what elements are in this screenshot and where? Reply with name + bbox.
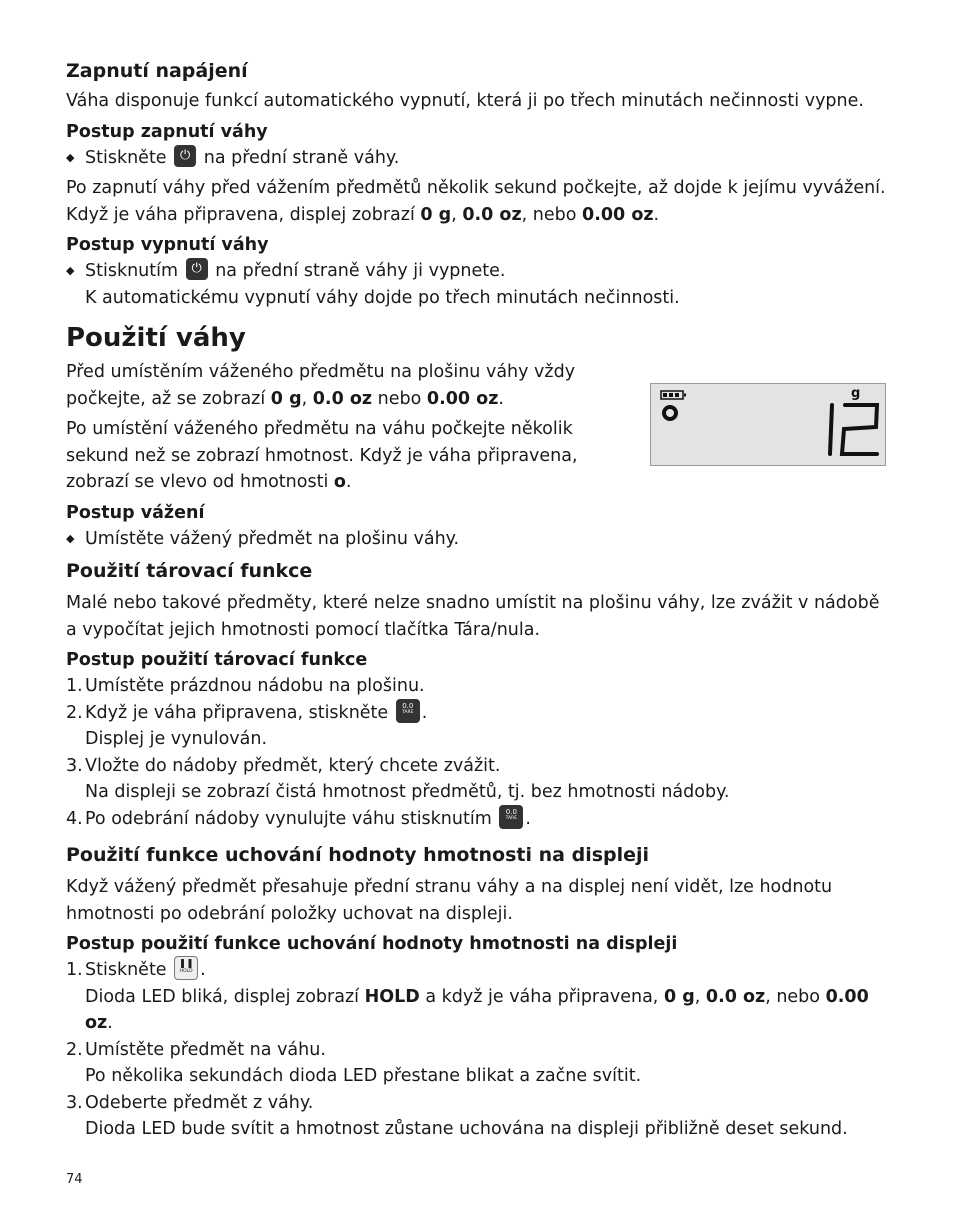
power-off-step-post: na přední straně váhy ji vypnete.	[215, 261, 506, 281]
sep: .	[345, 472, 352, 492]
step-number: 4.	[66, 808, 83, 829]
page-number: 74	[66, 1172, 83, 1187]
weigh-step: ◆ Umístěte vážený předmět na plošinu váhy.	[66, 526, 896, 553]
value-000oz: 0.00 oz	[582, 204, 654, 225]
power-off-step	[66, 258, 896, 285]
power-on-after-2-pre: Když je váha připravena, displej zobrazí	[66, 204, 415, 225]
sep: .	[525, 808, 531, 829]
step-number: 3.	[66, 1092, 83, 1113]
tare-proc-heading: Postup použití tárovací funkce	[66, 650, 368, 670]
sep: , nebo	[521, 204, 577, 225]
step-text: Po odebrání nádoby vynulujte váhu stisknutím	[85, 808, 492, 829]
step-text: Když je váha připravena, stiskněte	[85, 702, 389, 723]
value-0g: 0 g	[663, 986, 695, 1007]
sep: ,	[451, 204, 457, 225]
weigh-heading: Postup vážení	[66, 502, 205, 523]
power-button-icon: ⏻	[174, 145, 196, 167]
power-on-after-2	[66, 202, 896, 229]
tare-step-1	[66, 673, 896, 700]
tare-intro-2: a vypočítat jejich hmotnosti pomocí tlačítka Tára/nula.	[66, 619, 541, 640]
hold-step-2	[66, 1037, 896, 1064]
power-on-step	[66, 145, 896, 172]
use-p2-line3	[66, 469, 896, 496]
hold-step-3-note: Dioda LED bude svítit a hmotnost zůstane uchována na displeji přibližně deset sekund.	[85, 1119, 848, 1139]
step-number: 2.	[66, 702, 83, 723]
tare-step-3-note: Na displeji se zobrazí čistá hmotnost předmětů, tj. bez hmotnosti nádoby.	[85, 782, 730, 802]
tare-step-2-note: Displej je vynulován.	[85, 729, 268, 749]
value-00oz: 0.0 oz	[312, 388, 373, 409]
value-00oz: 0.0 oz	[462, 204, 522, 225]
tare-button-value: 0.0	[505, 807, 517, 816]
step-text: Odeberte předmět z váhy.	[85, 1092, 314, 1113]
tare-button-label: TARE	[505, 815, 518, 821]
section-heading-tare: Použití tárovací funkce	[66, 560, 313, 582]
power-button-icon: ⏻	[186, 258, 208, 280]
section-heading-hold: Použití funkce uchování hodnoty hmotnosti na displeji	[66, 844, 650, 866]
tare-step-2	[66, 700, 896, 727]
use-p1-line2-pre: počkejte, až se zobrazí	[66, 388, 266, 409]
sep: .	[653, 204, 660, 225]
sep: .	[107, 1013, 113, 1033]
step-number: 3.	[66, 755, 83, 776]
value-000oz: 0.00 oz	[426, 388, 499, 409]
step-number: 2.	[66, 1039, 83, 1060]
tare-step-4	[66, 806, 896, 833]
power-on-step-post: na přední straně váhy.	[203, 147, 400, 168]
use-p2-line2: sekund než se zobrazí hmotnost. Když je váha připravena,	[66, 445, 578, 466]
power-on-heading: Postup zapnutí váhy	[66, 121, 268, 142]
value-0g: 0 g	[420, 204, 452, 225]
note-pre: Dioda LED bliká, displej zobrazí	[85, 986, 360, 1007]
tare-button-icon	[499, 805, 523, 829]
hold-step-3	[66, 1090, 896, 1117]
display-value-12	[830, 405, 877, 454]
sep: ,	[301, 388, 308, 409]
tare-step-3	[66, 753, 896, 780]
use-p2-line1: Po umístění váženého předmětu na váhu počkejte několik	[66, 419, 573, 439]
sep: .	[200, 960, 206, 980]
hold-text: HOLD	[364, 986, 420, 1007]
tare-button-icon	[396, 699, 420, 723]
step-text: Vložte do nádoby předmět, který chcete zvážit.	[85, 755, 501, 776]
section-heading-use: Použití váhy	[66, 323, 246, 353]
hold-intro-1: Když vážený předmět přesahuje přední stranu váhy a na displej není vidět, lze hodnotu	[66, 877, 833, 897]
sep: nebo	[377, 388, 422, 409]
value-00oz: 0.0 oz	[705, 986, 766, 1007]
hold-button-label: HOLD	[179, 969, 193, 974]
value-000oz: 0.00 oz	[85, 986, 869, 1033]
sep: .	[421, 702, 428, 723]
power-on-after-1: Po zapnutí váhy před vážením předmětů několik sekund počkejte, až dojde k jejímu vyvážení.	[66, 178, 886, 198]
sep: , nebo	[765, 986, 821, 1007]
hold-button-icon: ❚❚ HOLD	[174, 956, 198, 980]
power-off-step-pre: Stisknutím	[85, 261, 179, 281]
display-unit: g	[851, 386, 861, 401]
step-text: Umístěte prázdnou nádobu na plošinu.	[85, 676, 425, 696]
note-mid: a když je váha připravena,	[425, 986, 659, 1007]
use-p2-line3-pre: zobrazí se vlevo od hmotnosti	[66, 472, 329, 492]
step-number: 1.	[66, 676, 83, 696]
power-off-heading: Postup vypnutí váhy	[66, 235, 269, 255]
step-number: 1.	[66, 960, 83, 980]
section-heading-power: Zapnutí napájení	[66, 60, 248, 82]
tare-button-value: 0.0	[402, 701, 414, 710]
tare-intro-1: Malé nebo takové předměty, které nelze snadno umístit na plošinu váhy, lze zvážit v nádobě	[66, 593, 880, 613]
power-intro: Váha disponuje funkcí automatického vypnutí, která ji po třech minutách nečinnosti vypne.	[66, 91, 864, 111]
battery-icon	[661, 391, 686, 399]
scale-display-svg	[651, 384, 885, 465]
hold-step-1-note	[66, 984, 896, 1037]
use-p1-line1: Před umístěním váženého předmětu na plošinu váhy vždy	[66, 362, 576, 382]
page-content	[66, 58, 896, 1143]
value-0g: 0 g	[270, 388, 302, 409]
scale-display-illustration	[650, 383, 886, 466]
hold-intro-2: hmotnosti po odebrání položky uchovat na displeji.	[66, 903, 513, 924]
stable-indicator-icon	[664, 407, 676, 419]
hold-proc-heading: Postup použití funkce uchování hodnoty hmotnosti na displeji	[66, 934, 678, 954]
step-text: Stiskněte	[85, 960, 167, 980]
hold-step-2-note: Po několika sekundách dioda LED přestane blikat a začne svítit.	[85, 1066, 642, 1086]
stable-symbol: o	[333, 472, 346, 492]
power-on-step-pre: Stiskněte	[85, 147, 167, 168]
tare-button-label: TARE	[402, 709, 414, 715]
step-text: Umístěte předmět na váhu.	[85, 1039, 326, 1060]
power-off-note: K automatickému vypnutí váhy dojde po třech minutách nečinnosti.	[85, 287, 680, 308]
sep: .	[498, 388, 504, 409]
sep: ,	[694, 986, 701, 1007]
hold-step-1	[66, 957, 896, 984]
